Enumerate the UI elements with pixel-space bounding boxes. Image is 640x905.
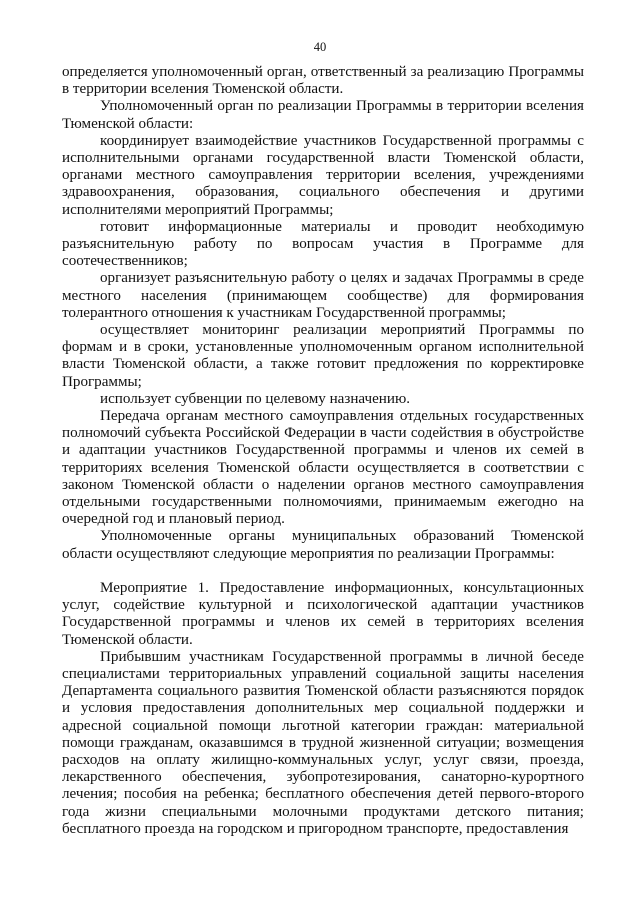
- paragraph-prepares-materials: готовит информационные материалы и проводит необходимую разъяснительную работу по вопросам участия в Программе для соотечественников;: [62, 218, 584, 270]
- paragraph-subventions: использует субвенции по целевому назначению.: [100, 390, 410, 407]
- paragraph-measure-1: Мероприятие 1. Предоставление информационных, консультационных услуг, содействие культурной и психологической адаптации участников Государственной программы и членов их семей в территориях вселения Тюменской области.: [62, 579, 584, 648]
- paragraph-transfer-of-powers: Передача органам местного самоуправления отдельных государственных полномочий субъекта Российской Федерации в части содействия в обустройстве и адаптации участников Государственной программы и членов их семей в территориях вселения Тюменской области осуществляется в соответствии с законом Тюменской области о наделении органов местного самоуправления отдельными государственными полномочиями, принимаемым ежегодно на очередной год и плановый период.: [62, 408, 584, 528]
- paragraph-municipal-bodies: Уполномоченные органы муниципальных образований Тюменской области осуществляют следующие мероприятия по реализации Программы:: [62, 528, 584, 562]
- page-number: 40: [313, 40, 327, 54]
- paragraph-coordinates: координирует взаимодействие участников Государственной программы с исполнительными органами государственной власти Тюменской области, органами местного самоуправления территории вселения, учреждениями здравоохранения, образования, социального обеспечения и другими исполнителями мероприятий Программы;: [62, 132, 584, 218]
- paragraph-monitoring: осуществляет мониторинг реализации мероприятий Программы по формам и в сроки, установленные уполномоченным органом исполнительной власти Тюменской области, а также готовит предложения по корректировке Программы;: [62, 322, 584, 390]
- paragraph-authorized-body: Уполномоченный орган по реализации Программы в территории вселения Тюменской области:: [62, 98, 584, 132]
- paragraph-organizes-work: организует разъяснительную работу о целях и задачах Программы в среде местного населения (принимающем сообществе) для формирования толерантного отношения к участникам Государственной программы;: [62, 270, 584, 321]
- paragraph-gap: [62, 563, 584, 580]
- document-body: [62, 64, 584, 838]
- paragraph-continuation: определяется уполномоченный орган, ответственный за реализацию Программы в территории вселения Тюменской области.: [62, 64, 584, 98]
- paragraph-social-support: Прибывшим участникам Государственной программы в личной беседе специалистами территориальных управлений социальной защиты населения Департамента социального развития Тюменской области разъясняются порядок и условия предоставления дополнительных мер социальной поддержки и адресной социальной помощи льготной категории граждан: материальной помощи гражданам, оказавшимся в трудной жизненной ситуации; возмещения расходов на оплату жилищно-коммунальных услуг, услуг связи, проезда, лекарственного обеспечения, зубопротезирования, санаторно-курортного лечения; пособия на ребенка; бесплатного обеспечения детей первого-второго года жизни специальными молочными продуктами детского питания; бесплатного проезда на городском и пригородном транспорте, предоставления: [62, 648, 584, 837]
